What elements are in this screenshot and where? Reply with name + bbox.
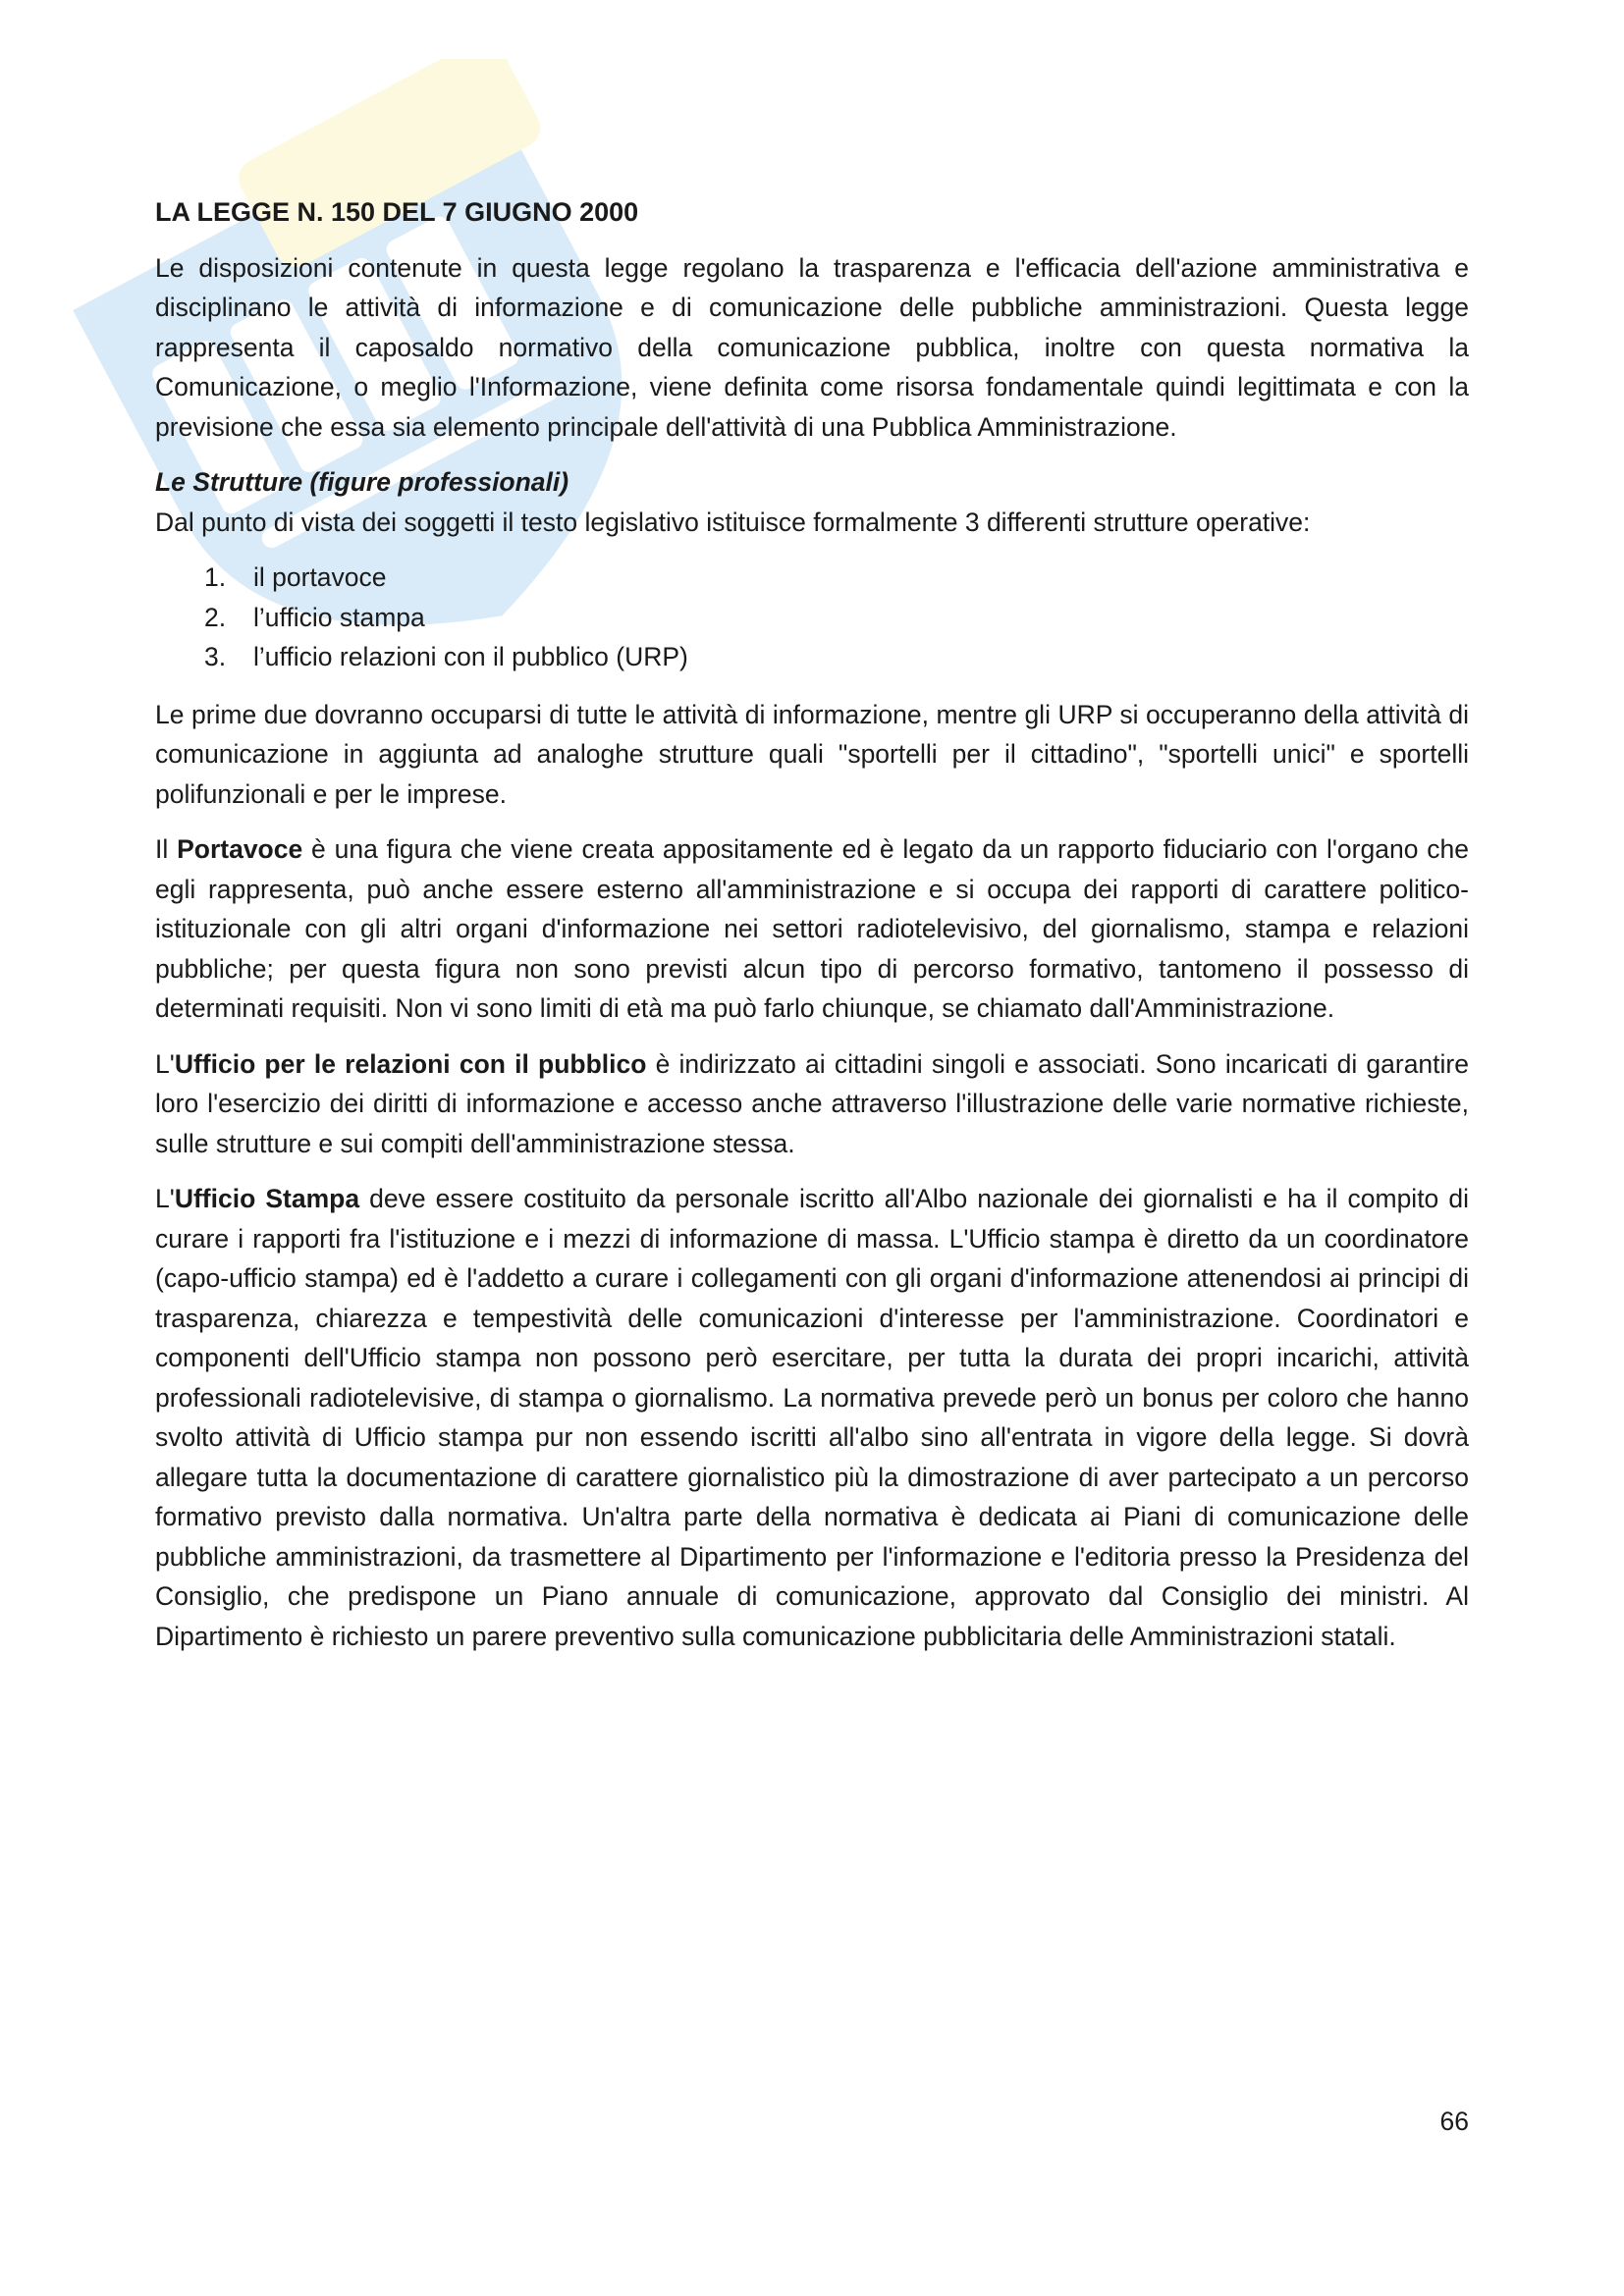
page-number: 66 [1439,2107,1469,2136]
ufficio-stampa-term: Ufficio Stampa [174,1184,360,1213]
list-item-label: l’ufficio relazioni con il pubblico (URP) [253,642,688,671]
structures-paragraph: Le prime due dovranno occuparsi di tutte le attività di informazione, mentre gli URP si occuperanno della attività di comunicazione in aggiunta ad analoghe strutture quali "sportelli per il cittadino", "sportelli unici" e sportelli polifunzionali e per le imprese. [155,699,1469,809]
section-heading: Le Strutture (figure professionali) [155,467,569,497]
document-title: LA LEGGE N. 150 DEL 7 GIUGNO 2000 [155,197,639,227]
list-item [155,598,1469,638]
list-item-label: il portavoce [253,562,387,592]
list-item-number: 2. [204,602,227,632]
list-item-number: 1. [204,562,227,592]
ufficio-stampa-paragraph [155,1179,1469,1656]
intro-paragraph: Le disposizioni contenute in questa legge regolano la trasparenza e l'efficacia dell'azione amministrativa e disciplinano le attività di informazione e di comunicazione delle pubbliche amministrazioni. Questa legge rappresenta il caposaldo normativo della comunicazione pubblica, inoltre con questa normativa la Comunicazione, o meglio l'Informazione, viene definita come risorsa fondamentale quindi legittimata e con la previsione che essa sia elemento principale dell'attività di una Pubblica Amministrazione. [155,252,1469,442]
ufficio-stampa-prefix: L' [155,1184,175,1213]
portavoce-prefix: Il [155,834,178,864]
list-item-number: 3. [204,642,227,671]
urp-prefix: L' [155,1048,175,1079]
list-item [155,637,1469,677]
ufficio-stampa-text: deve essere costituito da personale iscritto all'Albo nazionale dei giornalisti e ha il compito di curare i rapporti fra l'istituzione e i mezzi di informazione di massa. L'Ufficio stampa è diretto da un coordinatore (capo-ufficio stampa) ed è l'addetto a curare i collegamenti con gli organi d'informazione attenendosi ai principi di trasparenza, chiarezza e tempestività delle comunicazioni d'interesse per l'amministrazione. Coordinatori e componenti dell'Ufficio stampa non possono però esercitare, per tutta la durata dei propri incarichi, attività professionali radiotelevisive, di stampa o giornalismo. La normativa prevede però un bonus per coloro che hanno svolto attività di Ufficio stampa pur non essendo iscritti all'albo sino all'entrata in vigore della legge. Si dovrà allegare tutta la documentazione di carattere giornalistico più la dimostrazione di aver partecipato a un percorso formativo previsto dalla normativa. Un'altra parte della normativa è dedicata ai Piani di comunicazione delle pubbliche amministrazioni, da trasmettere al Dipartimento per l'informazione e l'editoria presso la Presidenza del Consiglio, che predispone un Piano annuale di comunicazione, approvato dal Consiglio dei ministri. Al Dipartimento è richiesto un parere preventivo sulla comunicazione pubblicitaria delle Amministrazioni statali. [155,1184,1470,1651]
list-item-label: l’ufficio stampa [253,602,425,632]
section-intro: Dal punto di vista dei soggetti il testo legislativo istituisce formalmente 3 differenti strutture operative: [155,507,1311,537]
document-page [155,192,1469,1672]
urp-text: è indirizzato ai cittadini singoli e associati. Sono incaricati di garantire loro l'esercizio dei diritti di informazione e accesso anche attraverso l'illustrazione delle varie normative richieste, sulle strutture e sui compiti dell'amministrazione stessa. [155,1048,1469,1158]
portavoce-term: Portavoce [177,834,303,864]
portavoce-text: è una figura che viene creata appositamente ed è legato da un rapporto fiduciario con l'organo che egli rappresenta, può anche essere esterno all'amministrazione e si occupa dei rapporti di carattere politico-istituzionale con gli altri organi d'informazione nei settori radiotelevisivo, del giornalismo, stampa e relazioni pubbliche; per questa figura non sono previsti alcun tipo di percorso formativo, tantomeno il possesso di determinati requisiti. Non vi sono limiti di età ma può farlo chiunque, se chiamato dall'Amministrazione. [155,834,1469,1023]
urp-term: Ufficio per le relazioni con il pubblico [174,1048,647,1079]
portavoce-paragraph [155,829,1469,1029]
structures-list [155,558,1469,677]
urp-paragraph [155,1044,1469,1164]
list-item [155,558,1469,598]
